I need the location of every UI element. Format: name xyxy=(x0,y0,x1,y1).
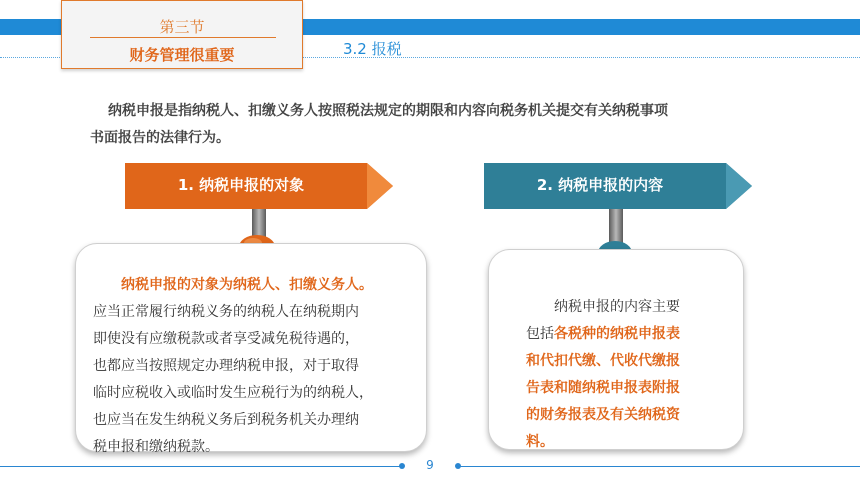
left-card-line: 应当正常履行纳税义务的纳税人在纳税期内 xyxy=(93,304,359,320)
right-card-highlight-line: 料。 xyxy=(526,434,554,450)
right-banner-label: 2. 纳税申报的内容 xyxy=(536,176,664,194)
right-card-text xyxy=(526,294,736,456)
right-card-highlight-line: 的财务报表及有关纳税资 xyxy=(526,407,680,423)
subsection-title: 3.2 报税 xyxy=(343,40,402,58)
section-title: 财务管理很重要 xyxy=(129,46,235,64)
footer-dot-right xyxy=(455,463,461,469)
footer-line-left xyxy=(0,466,404,467)
left-card-line: 也都应当按照规定办理纳税申报，对于取得 xyxy=(93,358,359,374)
intro-line-2: 书面报告的法律行为。 xyxy=(90,130,230,146)
left-banner xyxy=(125,163,397,209)
intro-line-1: 纳税申报是指纳税人、扣缴义务人按照税法规定的期限和内容向税务机关提交有关纳税事项 xyxy=(108,103,668,119)
left-card-line: 即使没有应缴税款或者享受减免税待遇的， xyxy=(93,331,359,347)
left-card-line: 税申报和缴纳税款。 xyxy=(93,439,219,455)
left-banner-label: 1. 纳税申报的对象 xyxy=(177,176,305,194)
left-card-line: 也应当在发生纳税义务后到税务机关办理纳 xyxy=(93,412,359,428)
right-card-highlight-line: 和代扣代缴、代收代缴报 xyxy=(526,353,680,369)
right-card-plain: 包括 xyxy=(526,326,554,342)
right-card-highlight-line: 告表和随纳税申报表附报 xyxy=(526,380,680,396)
left-card-highlight: 纳税申报的对象为纳税人、扣缴义务人。 xyxy=(121,277,373,293)
footer-dot-left xyxy=(399,463,405,469)
right-card-highlight: 各税种的纳税申报表 xyxy=(554,326,680,342)
left-card-line: 临时应税收入或临时发生应税行为的纳税人， xyxy=(93,385,373,401)
footer-line-right xyxy=(456,466,860,467)
left-card-text xyxy=(93,272,418,461)
right-card-line-2 xyxy=(526,321,736,348)
right-banner xyxy=(484,163,756,209)
page-number: 9 xyxy=(426,458,434,472)
right-card-line-1: 纳税申报的内容主要 xyxy=(554,299,680,315)
section-number: 第三节 xyxy=(159,18,205,36)
